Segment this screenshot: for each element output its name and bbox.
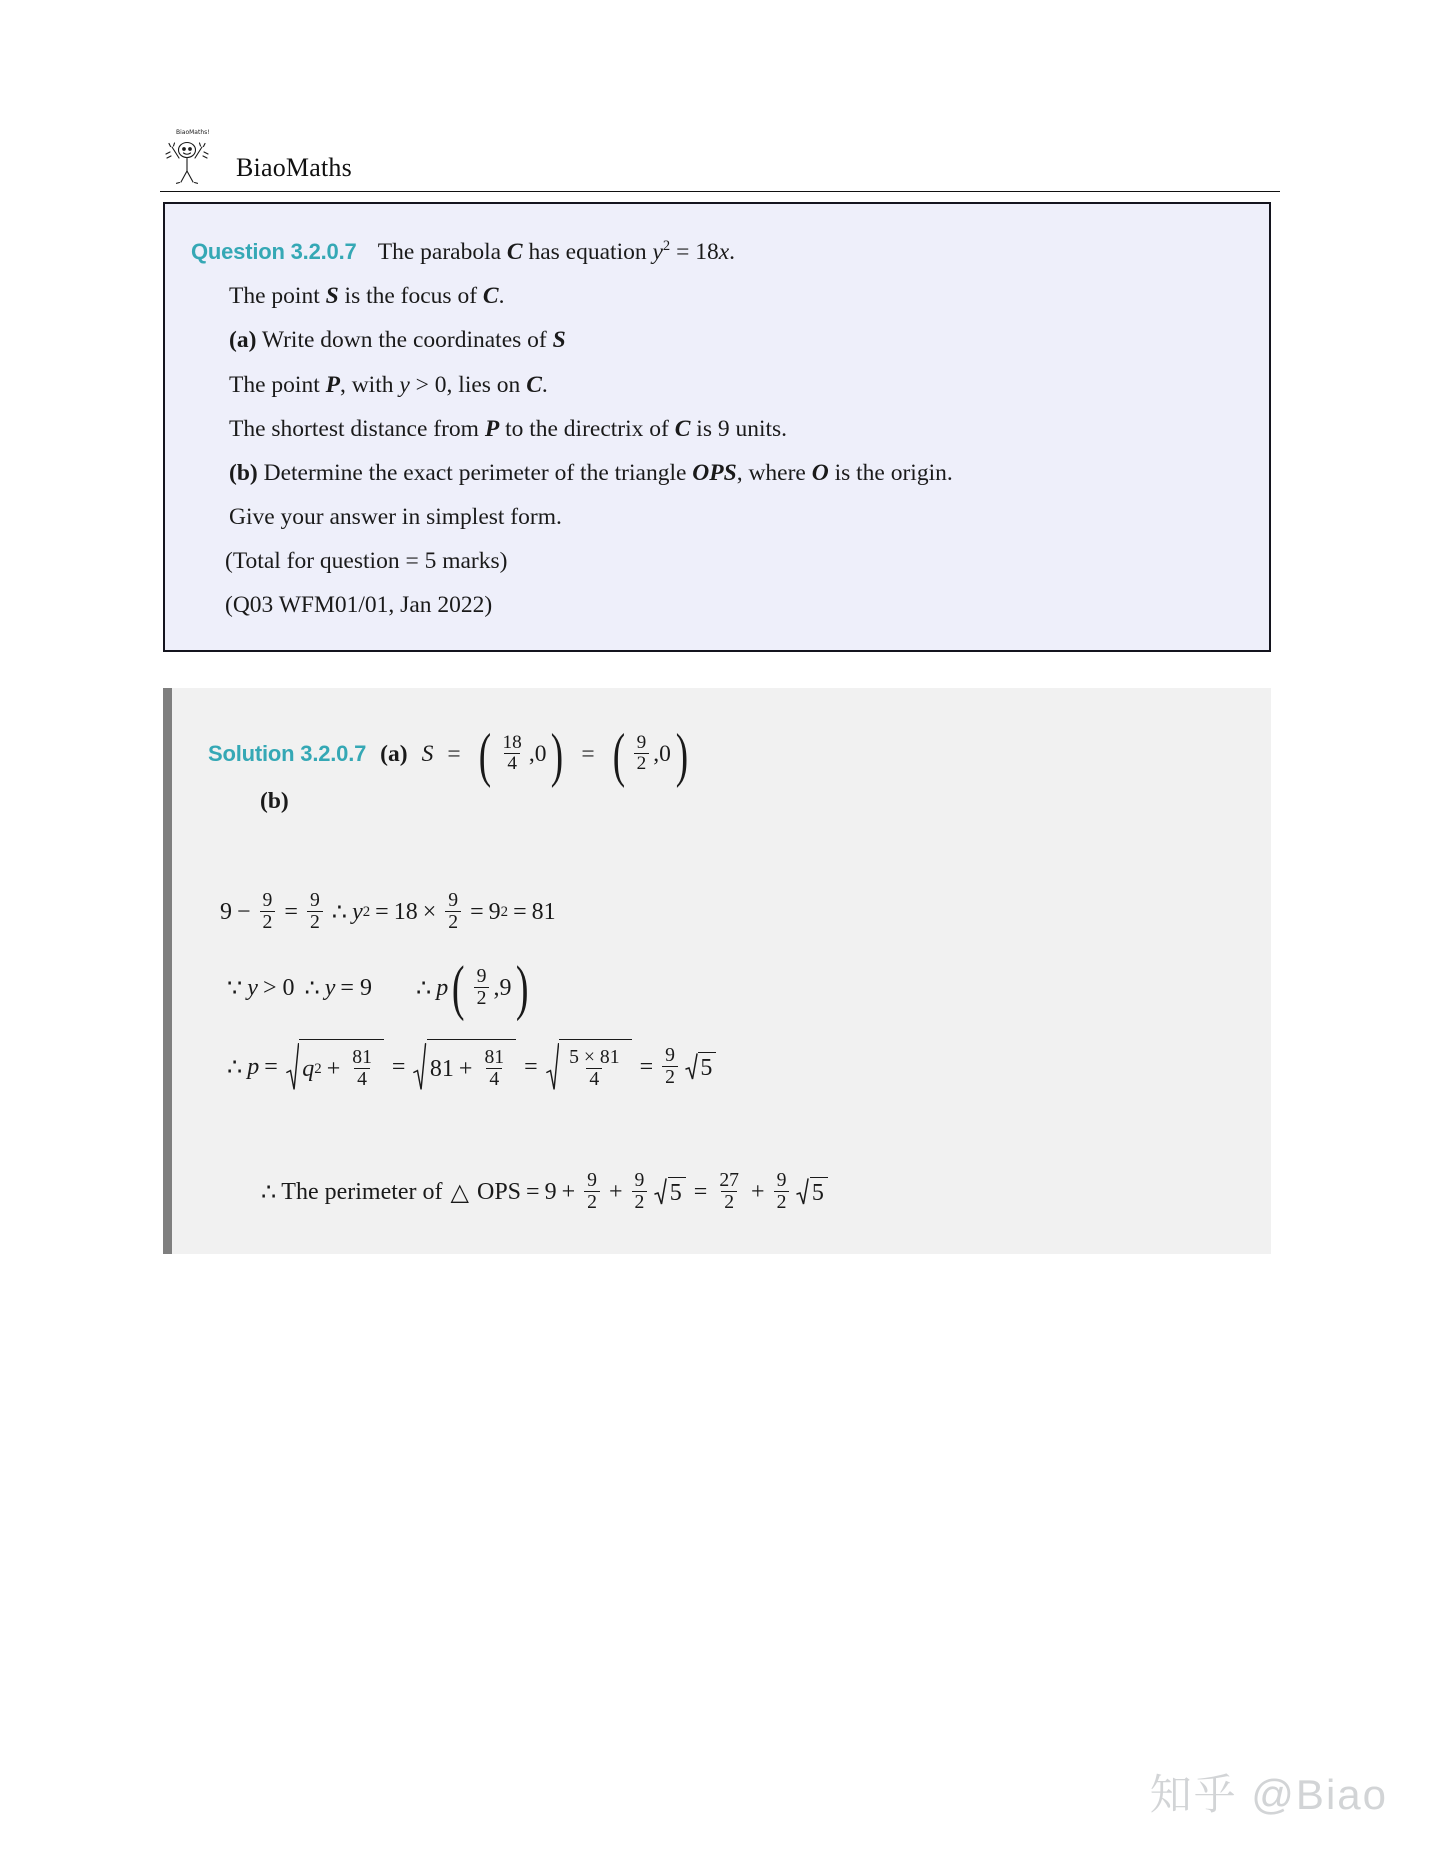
solution-a-equals-1: = bbox=[447, 740, 461, 767]
eq3-frac-5x81-4 bbox=[566, 1047, 622, 1089]
eq4-frac-9-2-a bbox=[584, 1170, 600, 1212]
solution-part-a bbox=[208, 722, 1241, 786]
frac-denominator: 2 bbox=[632, 1191, 648, 1212]
frac-denominator: 2 bbox=[662, 1066, 678, 1087]
frac-numerator: 9 bbox=[448, 889, 459, 912]
frac-denominator: 2 bbox=[445, 911, 461, 932]
eq3-root-five: 5 bbox=[700, 1055, 713, 1081]
frac-numerator: 27 bbox=[719, 1169, 740, 1192]
frac-numerator: 18 bbox=[502, 731, 522, 753]
eq3-equals-c: = bbox=[524, 1053, 538, 1080]
q5-var-c: C bbox=[674, 415, 691, 442]
eq3-q: q bbox=[302, 1055, 315, 1082]
q4-b: , with bbox=[339, 371, 394, 398]
fraction-9-over-2 bbox=[634, 733, 650, 774]
solution-equation-1: 9 − $\frac{9}{2}$ = $\frac{9}{2}$ ∴ y 2 = 18 × $\frac{9}{2}$ = 9 2 = 81 bbox=[220, 889, 556, 933]
q2-c: . bbox=[498, 283, 505, 310]
radical-5-b bbox=[654, 1177, 685, 1207]
question-line1-var: C bbox=[506, 239, 523, 265]
question-line-7: Give your answer in simplest form. bbox=[229, 504, 562, 531]
brand-title: BiaoMaths bbox=[236, 153, 352, 182]
frac-denominator: 2 bbox=[584, 1191, 600, 1212]
eq3-equals-a: = bbox=[264, 1053, 278, 1080]
radical-5-c bbox=[796, 1177, 827, 1207]
eq1-equals-a: = bbox=[284, 898, 298, 925]
fraction-18-over-4 bbox=[500, 733, 525, 774]
eq2-greater-than-zero: > 0 bbox=[262, 974, 295, 1001]
eq1-frac-9-2-b bbox=[307, 890, 323, 932]
radical-sign-icon-5 bbox=[654, 1177, 667, 1207]
frac-denominator: 2 bbox=[474, 987, 490, 1008]
eq4-root-five-a: 5 bbox=[669, 1180, 682, 1206]
eq3-equals-b: = bbox=[391, 1053, 406, 1080]
eq3-frac-81-4-b bbox=[481, 1047, 507, 1089]
radical-q2-plus-81-4: q 2 + $\frac{81}{4}$ bbox=[286, 1039, 384, 1095]
question-source-reference: (Q03 WFM01/01, Jan 2022) bbox=[225, 592, 493, 619]
solution-final-answer bbox=[208, 1160, 1241, 1224]
coord-zero-2: ,0 bbox=[653, 740, 671, 767]
radical-sign-icon-3 bbox=[546, 1039, 559, 1095]
frac-numerator: 9 bbox=[636, 731, 647, 753]
frac-denominator: 4 bbox=[354, 1068, 370, 1089]
eq2-because: ∵ bbox=[227, 975, 243, 1002]
radical-81-plus-81-4 bbox=[413, 1039, 516, 1095]
eq1-equals-c: = bbox=[470, 898, 484, 925]
eq1-therefore: ∴ bbox=[331, 899, 348, 926]
eq3-therefore: ∴ bbox=[227, 1054, 243, 1081]
frac-numerator: 81 bbox=[484, 1046, 505, 1069]
question-part-a-label: (a) bbox=[229, 327, 257, 354]
solution-a-equals-2: = bbox=[581, 740, 595, 767]
eq3-plus-a: + bbox=[326, 1055, 341, 1082]
eq4-therefore: ∴ bbox=[261, 1179, 277, 1206]
q5-b: to the directrix of bbox=[505, 415, 669, 442]
coord-zero-1: ,0 bbox=[528, 740, 547, 767]
radical-5-a bbox=[685, 1052, 716, 1082]
question-line-6 bbox=[191, 451, 1239, 495]
q2-var-s: S bbox=[325, 283, 339, 310]
paren-right-glyph-3: ) bbox=[516, 954, 530, 1023]
q6-a: Determine the exact perimeter of the triangle bbox=[263, 459, 687, 486]
eq2-equals-nine: = 9 bbox=[340, 974, 372, 1001]
frac-denominator: 2 bbox=[774, 1191, 790, 1212]
eq4-plus-b: + bbox=[608, 1178, 623, 1205]
q3-var-s: S bbox=[552, 327, 566, 354]
eq4-text: The perimeter of bbox=[281, 1178, 443, 1205]
eq1-y: y bbox=[352, 898, 363, 925]
radical-5x81-over-4 bbox=[546, 1039, 632, 1095]
q6-c: is the origin. bbox=[834, 459, 953, 486]
eq2-y-a: y bbox=[247, 974, 258, 1001]
eq4-nine: 9 bbox=[544, 1178, 557, 1205]
eq2-y-b: y bbox=[324, 974, 336, 1001]
eq3-plus-b: + bbox=[458, 1055, 473, 1082]
solution-label: Solution 3.2.0.7 bbox=[208, 741, 367, 766]
coordinate-pair-18-4 bbox=[475, 721, 568, 788]
q4-var-c: C bbox=[526, 371, 542, 398]
frac-numerator: 5 × 81 bbox=[569, 1046, 620, 1069]
frac-numerator: 9 bbox=[776, 1169, 787, 1192]
frac-denominator: 2 bbox=[260, 911, 276, 932]
eq3-equals-d: = bbox=[639, 1053, 654, 1080]
question-part-b-label: (b) bbox=[229, 459, 258, 486]
eq1-times: × bbox=[422, 898, 437, 925]
eq1-frac-9-2-c bbox=[445, 890, 461, 932]
q5-var-p: P bbox=[484, 415, 500, 442]
frac-numerator: 9 bbox=[309, 889, 320, 912]
frac-numerator: 9 bbox=[262, 889, 273, 912]
radical-sign-icon-2 bbox=[413, 1039, 426, 1095]
triangle-icon: △ bbox=[450, 1179, 469, 1206]
frac-denominator: 4 bbox=[586, 1068, 602, 1089]
header-divider bbox=[160, 191, 1280, 192]
q4-var-p: P bbox=[325, 371, 340, 398]
frac-numerator: 9 bbox=[634, 1169, 645, 1192]
solution-equation-3 bbox=[208, 1032, 1241, 1102]
question-total-marks: (Total for question = 5 marks) bbox=[225, 548, 508, 575]
eq3-frac-9-2 bbox=[662, 1045, 678, 1087]
question-line1-pow: 2 bbox=[662, 238, 671, 255]
q6-var-o: O bbox=[811, 459, 829, 486]
eq2-p: p bbox=[436, 974, 449, 1001]
q5-a: The shortest distance from bbox=[229, 415, 479, 442]
frac-denominator: 2 bbox=[721, 1191, 737, 1212]
paren-left-glyph: ( bbox=[478, 721, 491, 788]
frac-denominator: 4 bbox=[486, 1068, 502, 1089]
eq1-minus: − bbox=[237, 898, 251, 925]
question-line1-pre: The parabola bbox=[377, 239, 502, 265]
point-p-coordinates bbox=[448, 954, 533, 1023]
q4-c: > 0, lies on bbox=[415, 371, 521, 398]
question-line1-y: y bbox=[652, 239, 663, 265]
frac-denominator: 4 bbox=[504, 753, 520, 774]
eq2-therefore-1: ∴ bbox=[304, 975, 320, 1002]
q2-var-c: C bbox=[482, 283, 499, 310]
eq1-equals-d: = bbox=[513, 898, 527, 925]
paren-right-glyph-2: ) bbox=[675, 721, 689, 788]
eq4-equals-a: = bbox=[526, 1178, 540, 1205]
eq3-p: p bbox=[247, 1053, 260, 1080]
q4-a: The point bbox=[229, 371, 320, 398]
eq2-therefore-2: ∴ bbox=[415, 975, 432, 1002]
question-line-4 bbox=[191, 363, 1239, 407]
coordinate-pair-9-2 bbox=[609, 721, 692, 788]
q3-text: Write down the coordinates of bbox=[261, 327, 547, 354]
question-line-2 bbox=[191, 274, 1239, 318]
eq4-plus-c: + bbox=[751, 1178, 765, 1205]
q4-var-y: y bbox=[399, 371, 410, 398]
frac-denominator: 2 bbox=[634, 753, 650, 774]
eq4-frac-9-2-b bbox=[632, 1170, 648, 1212]
solution-part-a-label: (a) bbox=[380, 740, 408, 767]
eq1-frac-9-2-a bbox=[260, 890, 276, 932]
eq4-root-five-b: 5 bbox=[811, 1180, 824, 1206]
eq4-equals-b: = bbox=[693, 1178, 708, 1205]
svg-text:BiaoMaths!: BiaoMaths! bbox=[176, 129, 210, 136]
eq4-frac-9-2-c bbox=[774, 1170, 790, 1212]
q4-d: . bbox=[541, 371, 548, 398]
zhihu-watermark: 知乎 @Biao bbox=[1149, 1771, 1388, 1818]
q6-var-ops: OPS bbox=[692, 459, 737, 486]
question-panel bbox=[163, 202, 1271, 652]
frac-numerator: 9 bbox=[476, 965, 487, 988]
paren-left-glyph-2: ( bbox=[612, 721, 625, 788]
solution-panel bbox=[163, 688, 1271, 1254]
q5-c: is 9 units. bbox=[696, 415, 788, 442]
paren-right-glyph: ) bbox=[551, 721, 564, 788]
solution-equation-2 bbox=[208, 954, 1241, 1023]
biaomaths-logo-icon bbox=[160, 125, 214, 185]
solution-a-lhs: S bbox=[421, 740, 434, 767]
q2-a: The point bbox=[229, 283, 320, 310]
solution-part-b-label: (b) bbox=[260, 788, 289, 814]
frac-numerator: 81 bbox=[352, 1046, 372, 1069]
eq1-eightyone: 81 bbox=[531, 898, 556, 925]
eq1-nine-b: 9 bbox=[488, 898, 501, 925]
frac-numerator: 9 bbox=[587, 1169, 597, 1192]
eq2-frac-9-2 bbox=[474, 966, 490, 1008]
eq1-nine: 9 bbox=[220, 898, 232, 925]
eq1-equals-b: = bbox=[375, 898, 389, 925]
radical-sign-icon-6 bbox=[796, 1177, 809, 1207]
eq4-frac-27-2 bbox=[716, 1170, 742, 1212]
page-header bbox=[160, 125, 1280, 185]
eq3-frac-81-4-a bbox=[349, 1047, 375, 1089]
frac-denominator: 2 bbox=[307, 911, 323, 932]
radical-sign-icon bbox=[286, 1039, 299, 1095]
eq2-coord-nine: ,9 bbox=[493, 974, 512, 1001]
question-line-1 bbox=[191, 230, 1239, 274]
eq3-eightyone: 81 bbox=[429, 1055, 454, 1082]
question-line-3 bbox=[191, 318, 1239, 362]
q2-b: is the focus of bbox=[344, 283, 478, 310]
question-line1-rest: = 18x. bbox=[676, 239, 736, 265]
paren-left-glyph-3: ( bbox=[452, 954, 465, 1023]
question-line1-mid: has equation bbox=[528, 239, 647, 265]
eq4-plus-a: + bbox=[561, 1178, 576, 1205]
eq1-eighteen: 18 bbox=[393, 898, 418, 925]
q6-b: , where bbox=[736, 459, 806, 486]
eq4-ops: OPS bbox=[477, 1178, 522, 1205]
question-line-5 bbox=[191, 407, 1239, 451]
question-label: Question 3.2.0.7 bbox=[191, 239, 357, 264]
radical-sign-icon-4 bbox=[685, 1052, 698, 1082]
frac-numerator: 9 bbox=[665, 1044, 675, 1067]
